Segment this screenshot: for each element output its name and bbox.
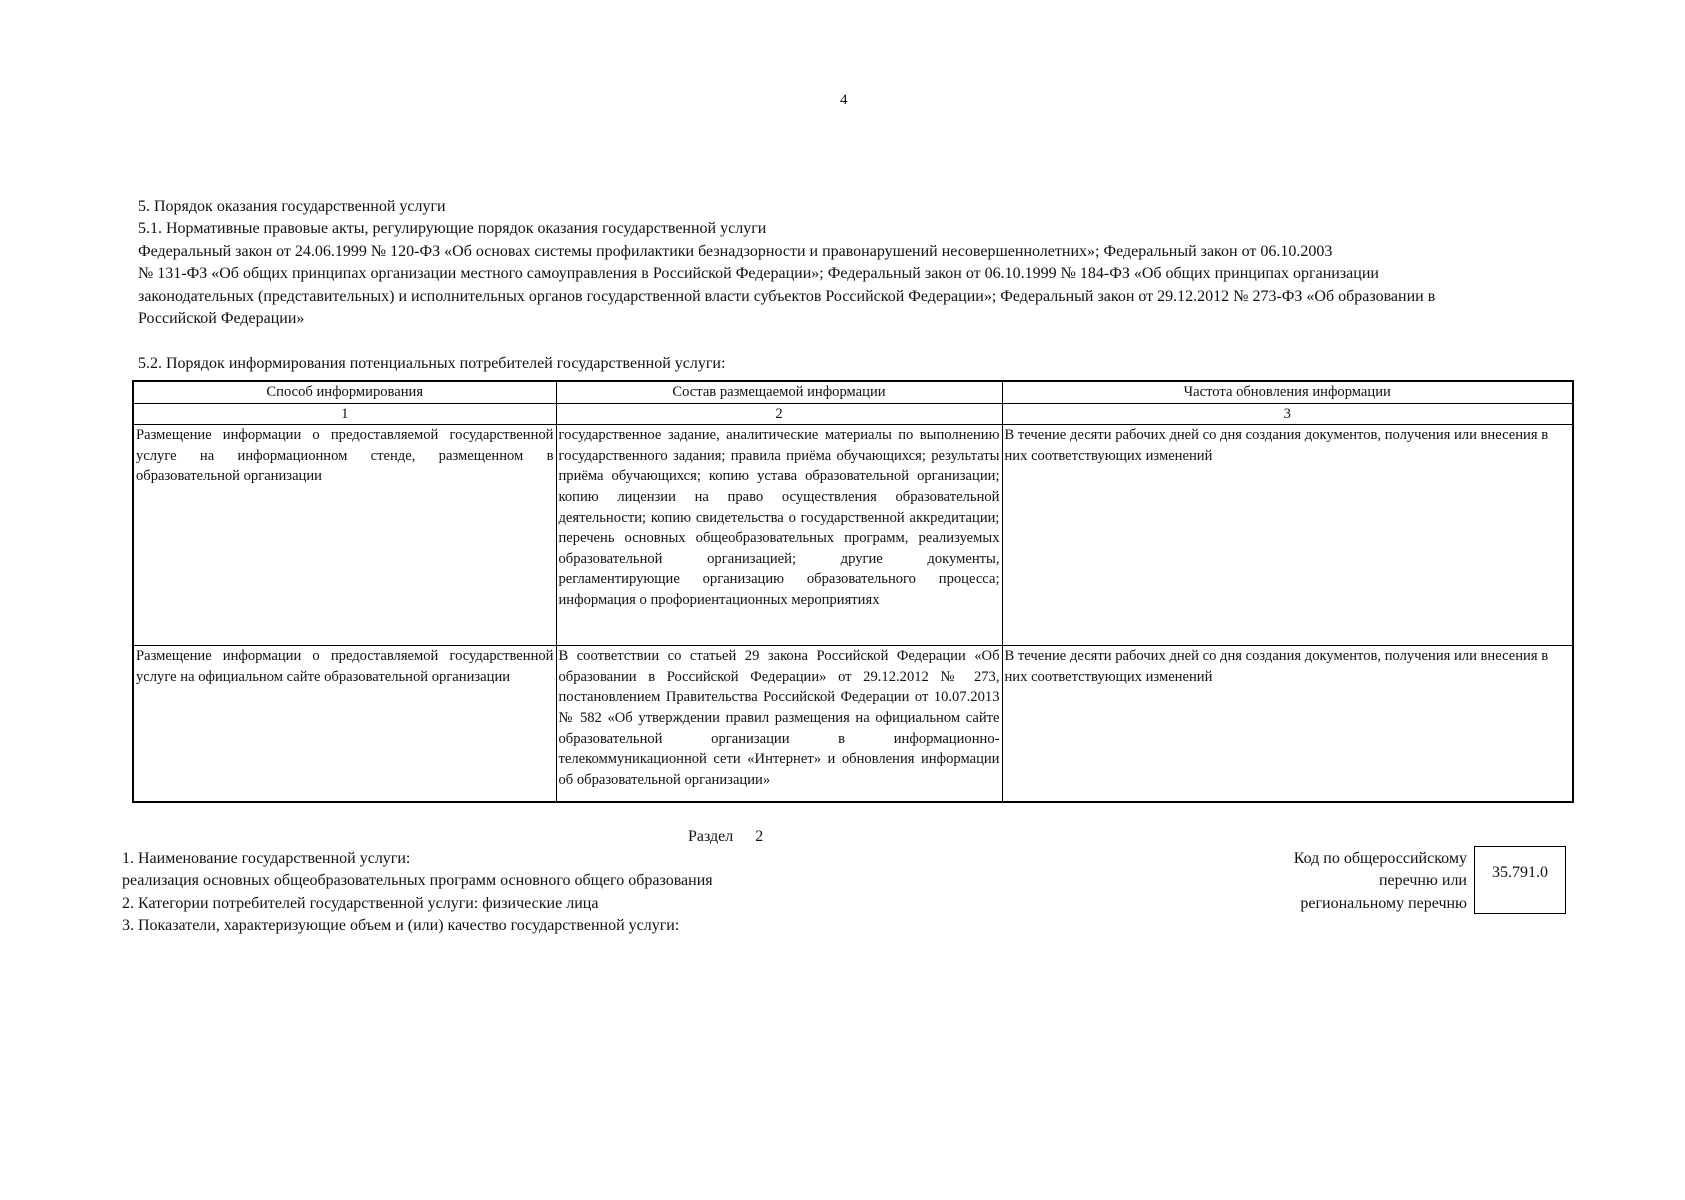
page-number: 4: [840, 92, 848, 108]
table-row: [133, 646, 1573, 803]
law-line-3: законодательных (представительных) и исполнительных органов государственной власти субъектов Российской Федерации»; Федеральный закон от 29.12.2012 № 273-ФЗ «Об образовании в: [138, 287, 1436, 305]
table-header-row: [133, 381, 1573, 403]
row1-content: государственное задание, аналитические материалы по выполнению государственного задания; правила приёма обучающихся; результаты приёма обучающихся; копию устава образовательной организации; копию лицензии на право осуществления образовательной деятельности; копию свидетельства о государственной аккредитации; перечень основных общеобразовательных программ, реализуемых образовательной организацией; другие документы, регламентирующие организацию образовательного процесса; информация о профориентационных мероприятиях: [556, 425, 1002, 646]
code-label-line-2: перечню или: [1378, 872, 1467, 890]
code-label: [1247, 848, 1467, 915]
informing-table: [132, 380, 1574, 803]
section2-block: [122, 848, 902, 938]
code-value-box: [1474, 846, 1566, 914]
header-frequency: Частота обновления информации: [1002, 381, 1573, 403]
indicators-label: 3. Показатели, характеризующие объем и (или) качество государственной услуги:: [122, 917, 680, 935]
part5-heading: 5. Порядок оказания государственной услуги: [138, 198, 446, 215]
section-label: Раздел: [688, 828, 734, 845]
row1-method: Размещение информации о предоставляемой государственной услуге на информационном стенде, размещенном в образовательной организации: [133, 425, 556, 646]
service-name-value: реализация основных общеобразовательных программ основного общего образования: [122, 872, 713, 890]
code-label-line-3: региональному перечню: [1300, 894, 1467, 912]
law-line-1: Федеральный закон от 24.06.1999 № 120-ФЗ «Об основах системы профилактики безнадзорности и правонарушений несовершеннолетних»; Федеральный закон от 06.10.2003: [138, 242, 1333, 260]
table-row: [133, 425, 1573, 646]
row2-content: В соответствии со статьей 29 закона Российской Федерации «Об образовании в Российской Федерации» от 29.12.2012 № 273, постановлением Правительства Российской Федерации от 10.07.2013 № 582 «Об утверждении правил размещения на официальном сайте образовательной организации в информационно-телекоммуникационной сети «Интернет» и обновления информации об образовательной организации»: [556, 646, 1002, 803]
column-number-3: 3: [1002, 403, 1573, 425]
part5-sub52: 5.2. Порядок информирования потенциальных потребителей государственной услуги:: [138, 355, 726, 372]
row2-method: Размещение информации о предоставляемой государственной услуге на официальном сайте образовательной организации: [133, 646, 556, 803]
consumer-category: 2. Категории потребителей государственной услуги: физические лица: [122, 894, 599, 912]
header-method: Способ информирования: [133, 381, 556, 403]
part5-block: [138, 196, 1568, 330]
section-number: 2: [755, 828, 764, 845]
table-number-row: [133, 403, 1573, 425]
law-line-2: № 131-ФЗ «Об общих принципах организации местного самоуправления в Российской Федерации»; Федеральный закон от 06.10.1999 № 184-ФЗ «Об общих принципах организации: [138, 265, 1379, 283]
law-line-4: Российской Федерации»: [138, 310, 305, 328]
row2-frequency: В течение десяти рабочих дней со дня создания документов, получения или внесения в них соответствующих изменений: [1002, 646, 1573, 803]
header-content: Состав размещаемой информации: [556, 381, 1002, 403]
service-name-label: 1. Наименование государственной услуги:: [122, 850, 411, 867]
section-title: [688, 828, 785, 846]
code-value: 35.791.0: [1492, 864, 1548, 881]
code-label-line-1: Код по общероссийскому: [1293, 850, 1467, 867]
column-number-2: 2: [556, 403, 1002, 425]
row1-frequency: В течение десяти рабочих дней со дня создания документов, получения или внесения в них соответствующих изменений: [1002, 425, 1573, 646]
part5-sub51: 5.1. Нормативные правовые акты, регулирующие порядок оказания государственной услуги: [138, 220, 767, 238]
column-number-1: 1: [133, 403, 556, 425]
